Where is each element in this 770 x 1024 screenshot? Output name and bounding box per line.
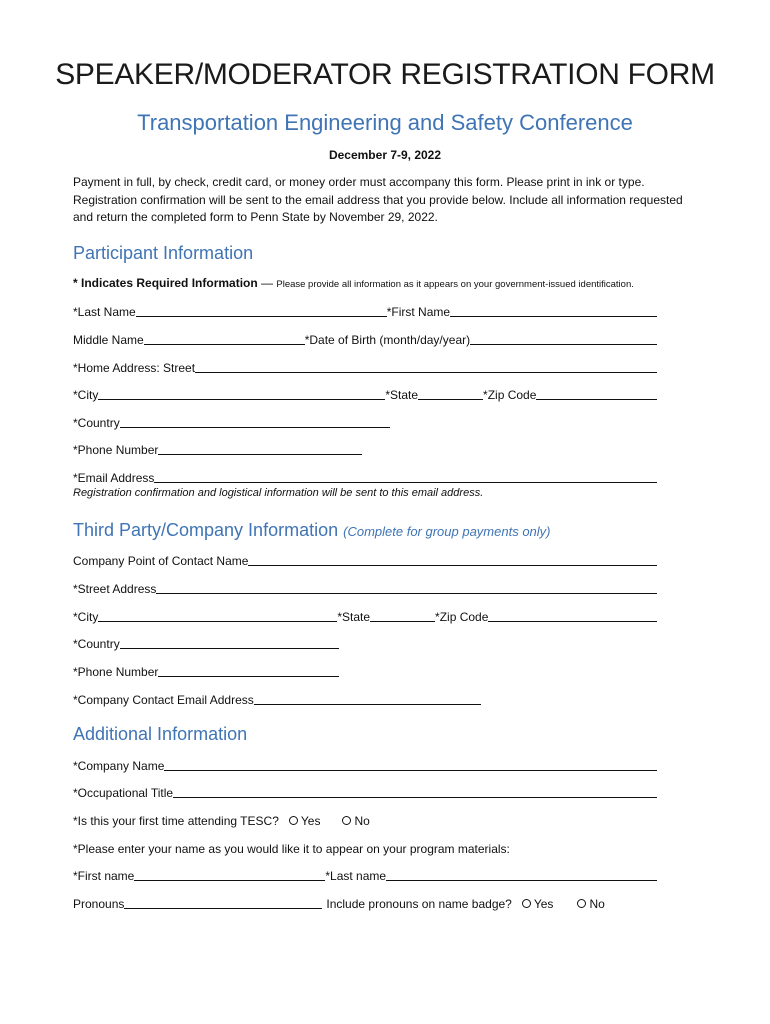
company-section-heading xyxy=(73,520,551,541)
phone-field[interactable] xyxy=(158,454,362,455)
radio-circle-icon[interactable] xyxy=(289,816,298,825)
company-state-label: *State xyxy=(337,610,371,624)
badge-last-name-field[interactable] xyxy=(386,880,657,881)
participant-section-heading: Participant Information xyxy=(73,243,254,263)
name-prompt-row xyxy=(73,840,657,856)
middle-name-label: Middle Name xyxy=(73,333,144,347)
company-contact-field[interactable] xyxy=(248,565,657,566)
first-time-row xyxy=(73,812,657,828)
country-row xyxy=(73,414,390,430)
occupational-title-row xyxy=(73,784,657,800)
radio-circle-icon[interactable] xyxy=(577,899,586,908)
first-name-field[interactable] xyxy=(450,316,657,317)
badge-first-name-label: *First name xyxy=(73,869,135,883)
home-address-row xyxy=(73,359,657,375)
company-email-row xyxy=(73,691,481,707)
last-name-label: *Last Name xyxy=(73,305,136,319)
radio-circle-icon[interactable] xyxy=(342,816,351,825)
badge-pronouns-question: Include pronouns on name badge? xyxy=(326,897,512,911)
city-label: *City xyxy=(73,388,99,402)
country-field[interactable] xyxy=(120,427,390,428)
radio-circle-icon[interactable] xyxy=(522,899,531,908)
company-street-field[interactable] xyxy=(156,593,657,594)
company-email-field[interactable] xyxy=(254,704,481,705)
company-street-label: *Street Address xyxy=(73,582,157,596)
company-zip-field[interactable] xyxy=(488,621,657,622)
required-info-note xyxy=(73,276,634,290)
badge-pronouns-yes-option[interactable] xyxy=(512,897,554,911)
zip-field[interactable] xyxy=(536,399,657,400)
home-address-label: *Home Address: Street xyxy=(73,361,196,375)
middle-name-field[interactable] xyxy=(144,344,305,345)
badge-name-row xyxy=(73,867,657,883)
company-street-row xyxy=(73,580,657,596)
intro-paragraph: Payment in full, by check, credit card, or money order must accompany this form. Please print in ink or type. Registration confirmation will be sent to the email address that you provide below. Include all information requested and return the completed form to Penn State by November 29, 2022. xyxy=(73,175,683,224)
first-time-yes-label: Yes xyxy=(300,814,321,828)
zip-label: *Zip Code xyxy=(483,388,537,402)
email-label: *Email Address xyxy=(73,471,155,485)
last-name-field[interactable] xyxy=(136,316,387,317)
company-zip-label: *Zip Code xyxy=(435,610,489,624)
first-time-no-label: No xyxy=(354,814,370,828)
state-label: *State xyxy=(385,388,419,402)
company-phone-row xyxy=(73,663,339,679)
company-email-label: *Company Contact Email Address xyxy=(73,693,254,707)
email-row xyxy=(73,469,657,485)
company-contact-row xyxy=(73,552,657,568)
company-section-note: (Complete for group payments only) xyxy=(343,524,551,539)
company-city-state-zip-row xyxy=(73,608,657,624)
email-note: Registration confirmation and logistical information will be sent to this email address. xyxy=(73,487,484,499)
required-info-dash: — xyxy=(257,276,277,290)
dob-label: *Date of Birth (month/day/year) xyxy=(304,333,471,347)
city-state-zip-row xyxy=(73,386,657,402)
middle-dob-row xyxy=(73,331,657,347)
dob-field[interactable] xyxy=(470,344,657,345)
company-state-field[interactable] xyxy=(370,621,435,622)
badge-first-name-field[interactable] xyxy=(134,880,325,881)
badge-pronouns-yes-label: Yes xyxy=(533,897,554,911)
company-name-field[interactable] xyxy=(164,770,657,771)
first-name-label: *First Name xyxy=(386,305,451,319)
additional-section-heading: Additional Information xyxy=(73,724,248,744)
first-time-yes-option[interactable] xyxy=(279,814,321,828)
badge-last-name-label: *Last name xyxy=(325,869,387,883)
conference-name: Transportation Engineering and Safety Conference xyxy=(137,110,633,135)
country-label: *Country xyxy=(73,416,120,430)
first-time-no-option[interactable] xyxy=(332,814,369,828)
email-field[interactable] xyxy=(154,482,657,483)
state-field[interactable] xyxy=(418,399,483,400)
company-section-title: Third Party/Company Information xyxy=(73,520,339,540)
company-phone-field[interactable] xyxy=(158,676,339,677)
occupational-title-label: *Occupational Title xyxy=(73,786,174,800)
company-city-field[interactable] xyxy=(98,621,337,622)
company-country-label: *Country xyxy=(73,637,120,651)
pronouns-row xyxy=(73,895,657,911)
phone-label: *Phone Number xyxy=(73,443,159,457)
phone-row xyxy=(73,441,362,457)
first-time-question: *Is this your first time attending TESC? xyxy=(73,814,279,828)
occupational-title-field[interactable] xyxy=(173,797,657,798)
name-prompt: *Please enter your name as you would like it to appear on your program materials: xyxy=(73,842,510,856)
company-city-label: *City xyxy=(73,610,99,624)
company-country-field[interactable] xyxy=(120,648,339,649)
company-phone-label: *Phone Number xyxy=(73,665,159,679)
form-title: SPEAKER/MODERATOR REGISTRATION FORM xyxy=(55,58,715,91)
company-name-row xyxy=(73,757,657,773)
company-name-label: *Company Name xyxy=(73,759,165,773)
required-info-label: * Indicates Required Information xyxy=(73,276,258,290)
required-info-detail: Please provide all information as it appears on your government-issued identification. xyxy=(276,279,634,290)
badge-pronouns-no-label: No xyxy=(589,897,605,911)
city-field[interactable] xyxy=(98,399,385,400)
pronouns-field[interactable] xyxy=(124,908,322,909)
pronouns-label: Pronouns xyxy=(73,897,125,911)
company-country-row xyxy=(73,635,339,651)
company-contact-label: Company Point of Contact Name xyxy=(73,554,249,568)
conference-date: December 7-9, 2022 xyxy=(328,148,442,162)
home-address-field[interactable] xyxy=(195,372,657,373)
badge-pronouns-no-option[interactable] xyxy=(567,897,604,911)
name-row xyxy=(73,303,657,319)
